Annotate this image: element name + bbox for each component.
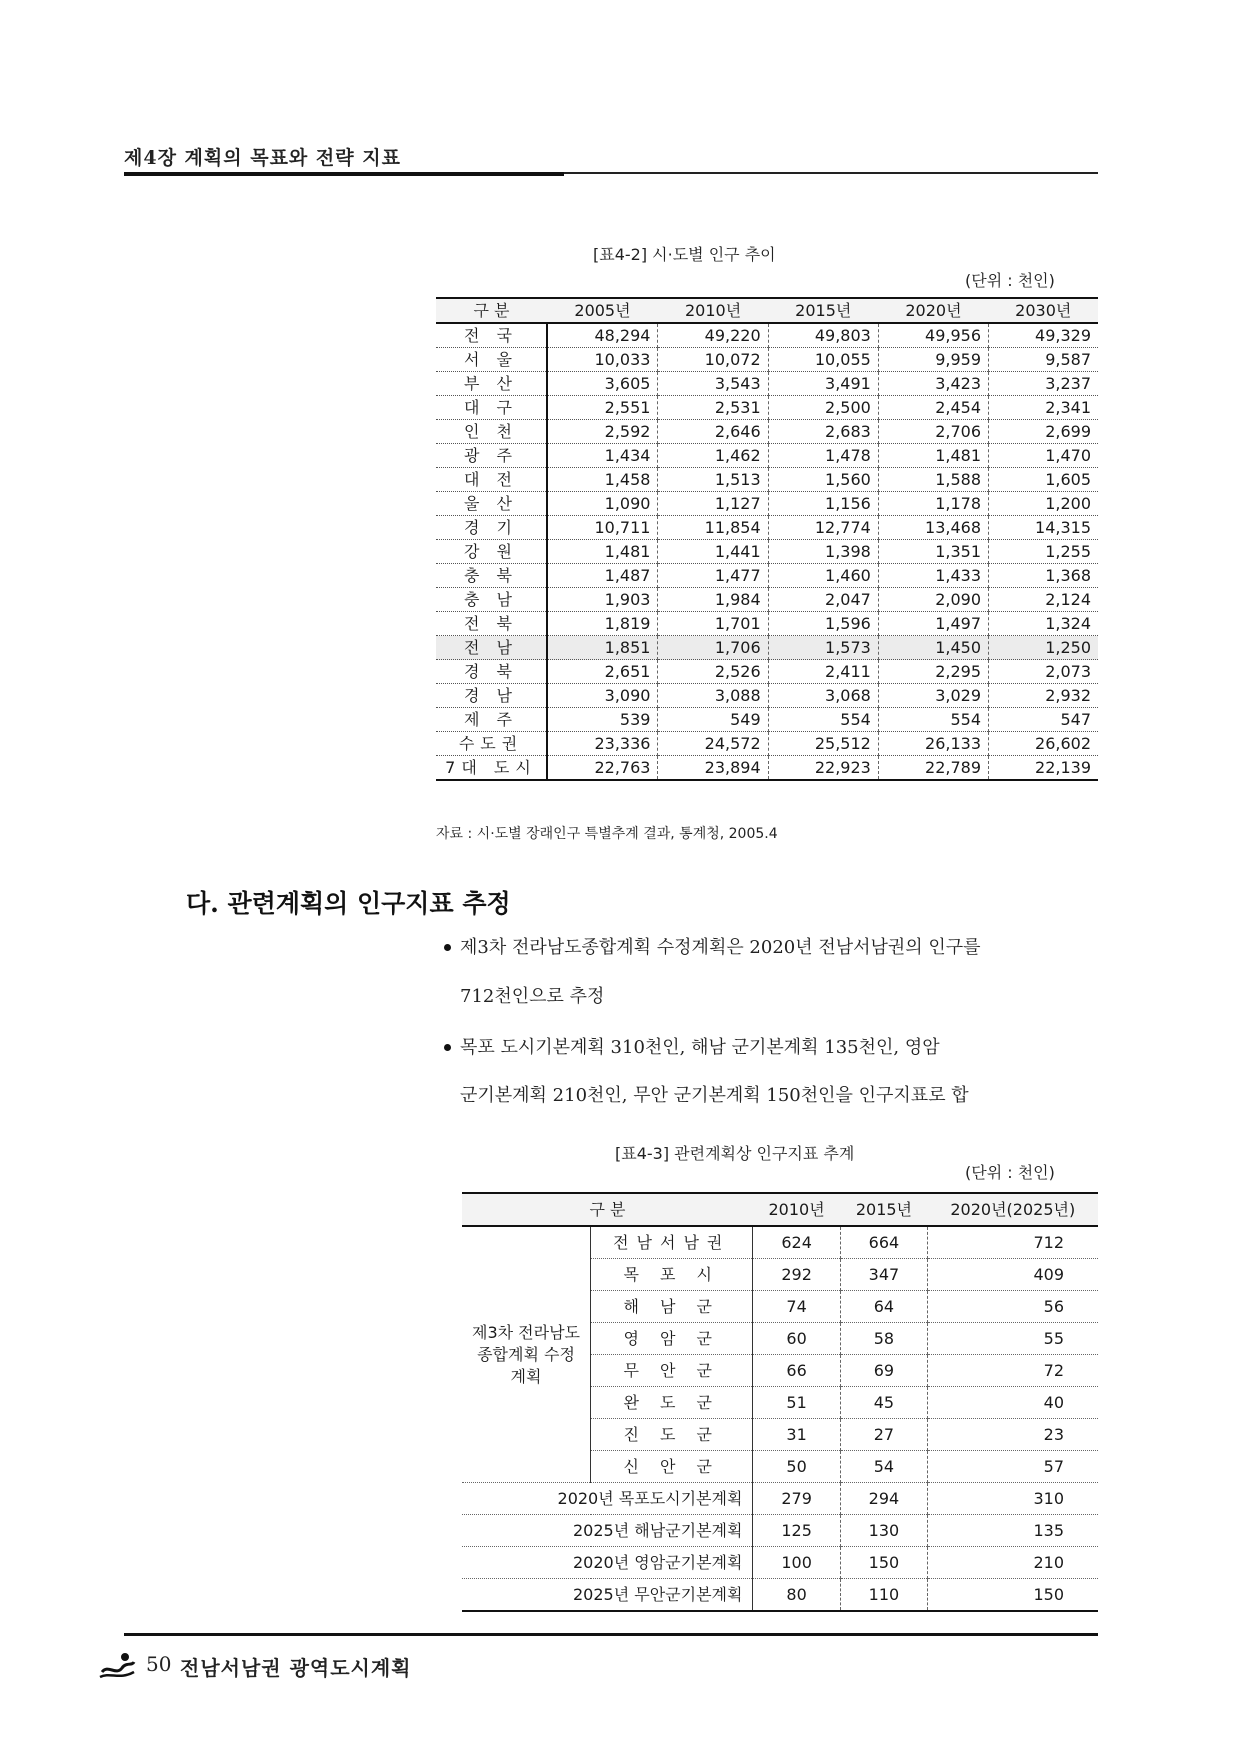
column-header: 2015년 [768,298,878,323]
region-cell: 울 산 [436,492,547,516]
row-label: 전남서남권 [591,1226,753,1259]
value-cell: 2,295 [878,660,988,684]
value-cell: 3,237 [989,372,1098,396]
value-cell: 3,543 [658,372,768,396]
value-cell: 1,497 [878,612,988,636]
region-cell: 부 산 [436,372,547,396]
value-cell: 3,423 [878,372,988,396]
bullet-icon [444,944,451,951]
value-cell: 1,477 [658,564,768,588]
table-row [436,420,1098,444]
value-cell: 3,605 [547,372,658,396]
value-cell: 1,481 [878,444,988,468]
region-cell: 인 천 [436,420,547,444]
row-label: 신 안 군 [591,1451,753,1483]
chapter-title: 제4장 계획의 목표와 전략 지표 [124,147,401,169]
value-cell: 1,178 [878,492,988,516]
column-header: 2010년 [658,298,768,323]
value-cell: 1,450 [878,636,988,660]
value-cell: 1,398 [768,540,878,564]
bullet-text: 제3차 전라남도종합계획 수정계획은 2020년 전남서남권의 인구를 [460,937,981,958]
value-cell: 45 [840,1387,927,1419]
table-row [436,756,1098,781]
value-cell: 25,512 [768,732,878,756]
region-cell: 7대 도시 [436,756,547,781]
column-header: 2020년 [878,298,988,323]
value-cell: 1,434 [547,444,658,468]
value-cell: 51 [753,1387,840,1419]
value-cell: 1,368 [989,564,1098,588]
value-cell: 72 [928,1355,1098,1387]
value-cell: 2,073 [989,660,1098,684]
value-cell: 10,711 [547,516,658,540]
table-row [436,492,1098,516]
row-label: 2025년 해남군기본계획 [462,1515,753,1547]
value-cell: 31 [753,1419,840,1451]
region-cell: 경 기 [436,516,547,540]
value-cell: 1,462 [658,444,768,468]
value-cell: 64 [840,1291,927,1323]
table2-unit: (단위 : 천인) [965,1163,1055,1182]
logo-icon [98,1650,136,1680]
value-cell: 1,127 [658,492,768,516]
value-cell: 712 [928,1226,1098,1259]
table-row [436,708,1098,732]
value-cell: 1,433 [878,564,988,588]
value-cell: 1,487 [547,564,658,588]
value-cell: 3,029 [878,684,988,708]
chapter-divider-accent [124,172,564,176]
value-cell: 54 [840,1451,927,1483]
value-cell: 2,341 [989,396,1098,420]
value-cell: 2,551 [547,396,658,420]
value-cell: 310 [928,1483,1098,1515]
section-title: 다. 관련계획의 인구지표 추정 [186,889,511,918]
column-header: 구 분 [436,298,547,323]
value-cell: 2,090 [878,588,988,612]
value-cell: 55 [928,1323,1098,1355]
group-label: 제3차 전라남도 종합계획 수정계획 [462,1226,591,1483]
region-cell: 전 남 [436,636,547,660]
value-cell: 279 [753,1483,840,1515]
region-cell: 강 원 [436,540,547,564]
value-cell: 1,481 [547,540,658,564]
table1-caption: [표4-2] 시·도별 인구 추이 [593,245,776,264]
value-cell: 66 [753,1355,840,1387]
value-cell: 125 [753,1515,840,1547]
value-cell: 56 [928,1291,1098,1323]
table1-header-row [436,298,1098,323]
region-cell: 충 북 [436,564,547,588]
value-cell: 1,250 [989,636,1098,660]
table-row [436,516,1098,540]
value-cell: 10,055 [768,348,878,372]
region-cell: 대 구 [436,396,547,420]
region-cell: 수도권 [436,732,547,756]
table-row [436,348,1098,372]
value-cell: 22,139 [989,756,1098,781]
table-row [436,684,1098,708]
value-cell: 1,470 [989,444,1098,468]
table-row [462,1226,1098,1259]
column-header: 2010년 [753,1193,840,1226]
value-cell: 2,500 [768,396,878,420]
value-cell: 294 [840,1483,927,1515]
page-number: 50 [146,1652,172,1676]
value-cell: 1,460 [768,564,878,588]
value-cell: 3,090 [547,684,658,708]
table-row [462,1483,1098,1515]
row-label: 해 남 군 [591,1291,753,1323]
value-cell: 22,789 [878,756,988,781]
region-cell: 대 전 [436,468,547,492]
bullet-icon [444,1044,451,1051]
value-cell: 1,605 [989,468,1098,492]
value-cell: 2,646 [658,420,768,444]
value-cell: 48,294 [547,323,658,348]
value-cell: 135 [928,1515,1098,1547]
value-cell: 27 [840,1419,927,1451]
value-cell: 2,454 [878,396,988,420]
value-cell: 58 [840,1323,927,1355]
table-row [436,372,1098,396]
value-cell: 2,683 [768,420,878,444]
value-cell: 26,133 [878,732,988,756]
table-row [436,660,1098,684]
value-cell: 664 [840,1226,927,1259]
value-cell: 1,200 [989,492,1098,516]
value-cell: 60 [753,1323,840,1355]
value-cell: 2,651 [547,660,658,684]
column-header: 2020년(2025년) [928,1193,1098,1226]
value-cell: 554 [768,708,878,732]
region-cell: 광 주 [436,444,547,468]
value-cell: 40 [928,1387,1098,1419]
table-row [436,540,1098,564]
value-cell: 49,956 [878,323,988,348]
value-cell: 549 [658,708,768,732]
value-cell: 150 [928,1579,1098,1612]
row-label: 2020년 영암군기본계획 [462,1547,753,1579]
bullet-text: 712천인으로 추정 [460,986,605,1007]
value-cell: 1,351 [878,540,988,564]
table2-header-row [462,1193,1098,1226]
value-cell: 100 [753,1547,840,1579]
value-cell: 292 [753,1259,840,1291]
population-table [436,297,1098,781]
value-cell: 11,854 [658,516,768,540]
value-cell: 624 [753,1226,840,1259]
row-label: 영 암 군 [591,1323,753,1355]
value-cell: 110 [840,1579,927,1612]
table-row [436,323,1098,348]
value-cell: 347 [840,1259,927,1291]
value-cell: 10,033 [547,348,658,372]
column-header: 2015년 [840,1193,927,1226]
value-cell: 3,088 [658,684,768,708]
value-cell: 13,468 [878,516,988,540]
value-cell: 1,560 [768,468,878,492]
row-label: 완 도 군 [591,1387,753,1419]
value-cell: 23,894 [658,756,768,781]
value-cell: 1,701 [658,612,768,636]
value-cell: 50 [753,1451,840,1483]
value-cell: 26,602 [989,732,1098,756]
value-cell: 1,596 [768,612,878,636]
row-label: 목 포 시 [591,1259,753,1291]
value-cell: 22,923 [768,756,878,781]
value-cell: 1,090 [547,492,658,516]
value-cell: 80 [753,1579,840,1612]
table-row [436,612,1098,636]
value-cell: 22,763 [547,756,658,781]
table-row [436,588,1098,612]
value-cell: 2,411 [768,660,878,684]
value-cell: 1,851 [547,636,658,660]
value-cell: 23 [928,1419,1098,1451]
value-cell: 2,932 [989,684,1098,708]
table1-unit: (단위 : 천인) [965,271,1055,290]
table1-source: 자료 : 시·도별 장래인구 특별추계 결과, 통계청, 2005.4 [436,826,778,842]
value-cell: 1,255 [989,540,1098,564]
row-label: 2020년 목포도시기본계획 [462,1483,753,1515]
value-cell: 1,903 [547,588,658,612]
region-cell: 충 남 [436,588,547,612]
footer-divider [124,1633,1098,1636]
value-cell: 1,984 [658,588,768,612]
value-cell: 74 [753,1291,840,1323]
value-cell: 1,573 [768,636,878,660]
table-row [436,564,1098,588]
value-cell: 1,478 [768,444,878,468]
value-cell: 210 [928,1547,1098,1579]
value-cell: 23,336 [547,732,658,756]
table-row [462,1515,1098,1547]
bullet-text: 군기본계획 210천인, 무안 군기본계획 150천인을 인구지표로 합 [460,1085,969,1106]
column-header: 구 분 [462,1193,753,1226]
value-cell: 130 [840,1515,927,1547]
value-cell: 150 [840,1547,927,1579]
value-cell: 409 [928,1259,1098,1291]
region-cell: 전 국 [436,323,547,348]
bullet-text: 목포 도시기본계획 310천인, 해남 군기본계획 135천인, 영암 [460,1037,940,1058]
table2-caption: [표4-3] 관련계획상 인구지표 추계 [615,1144,855,1163]
value-cell: 539 [547,708,658,732]
row-label: 2025년 무안군기본계획 [462,1579,753,1612]
value-cell: 57 [928,1451,1098,1483]
region-cell: 경 북 [436,660,547,684]
value-cell: 9,587 [989,348,1098,372]
value-cell: 49,329 [989,323,1098,348]
region-cell: 경 남 [436,684,547,708]
region-cell: 제 주 [436,708,547,732]
value-cell: 1,441 [658,540,768,564]
value-cell: 1,819 [547,612,658,636]
table-row [436,468,1098,492]
value-cell: 9,959 [878,348,988,372]
region-cell: 서 울 [436,348,547,372]
table-row [436,444,1098,468]
value-cell: 2,047 [768,588,878,612]
value-cell: 2,531 [658,396,768,420]
value-cell: 2,706 [878,420,988,444]
row-label: 진 도 군 [591,1419,753,1451]
value-cell: 69 [840,1355,927,1387]
value-cell: 1,458 [547,468,658,492]
value-cell: 1,513 [658,468,768,492]
value-cell: 547 [989,708,1098,732]
value-cell: 1,588 [878,468,988,492]
value-cell: 1,156 [768,492,878,516]
row-label: 무 안 군 [591,1355,753,1387]
value-cell: 1,706 [658,636,768,660]
document-title: 전남서남권 광역도시계획 [180,1656,412,1680]
value-cell: 10,072 [658,348,768,372]
column-header: 2005년 [547,298,658,323]
value-cell: 2,124 [989,588,1098,612]
value-cell: 24,572 [658,732,768,756]
value-cell: 49,803 [768,323,878,348]
value-cell: 49,220 [658,323,768,348]
value-cell: 3,491 [768,372,878,396]
planning-population-table [462,1192,1098,1612]
table-row [436,732,1098,756]
value-cell: 2,526 [658,660,768,684]
value-cell: 554 [878,708,988,732]
table-row [436,396,1098,420]
value-cell: 2,699 [989,420,1098,444]
column-header: 2030년 [989,298,1098,323]
table-row [462,1547,1098,1579]
table-row [436,636,1098,660]
value-cell: 12,774 [768,516,878,540]
table-row [462,1579,1098,1612]
value-cell: 14,315 [989,516,1098,540]
value-cell: 2,592 [547,420,658,444]
region-cell: 전 북 [436,612,547,636]
value-cell: 1,324 [989,612,1098,636]
value-cell: 3,068 [768,684,878,708]
